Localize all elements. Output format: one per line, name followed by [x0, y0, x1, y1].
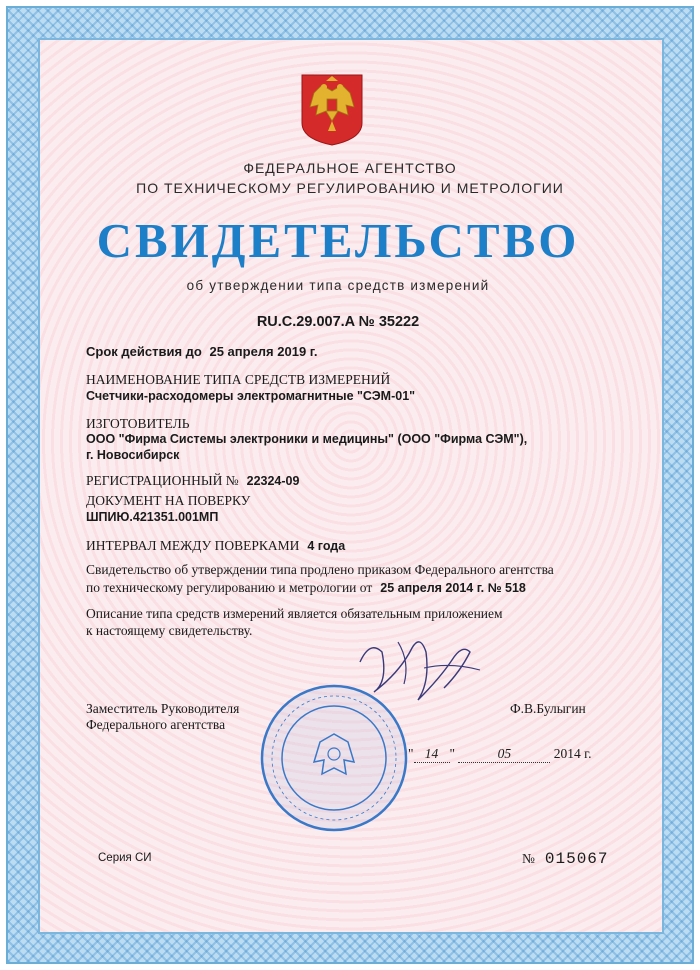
date-year: 2014 г.: [553, 746, 592, 761]
registration-number: 22324-09: [246, 474, 300, 488]
manufacturer-label: ИЗГОТОВИТЕЛЬ: [86, 416, 190, 431]
agency-line-1: ФЕДЕРАЛЬНОЕ АГЕНТСТВО: [243, 160, 457, 176]
date-open-quote: ": [408, 746, 414, 761]
extension-order: 25 апреля 2014 г. № 518: [380, 581, 526, 595]
document-subtitle: об утверждении типа средств измерений: [186, 278, 490, 293]
registration-label: РЕГИСТРАЦИОННЫЙ №: [86, 473, 239, 488]
date-month: 05: [458, 746, 550, 763]
instrument-label: НАИМЕНОВАНИЕ ТИПА СРЕДСТВ ИЗМЕРЕНИЙ: [86, 372, 391, 387]
date-close-quote: ": [449, 746, 456, 761]
serial-label: №: [522, 851, 535, 866]
russian-coat-of-arms-icon: [300, 73, 364, 147]
date-day: 14: [414, 746, 450, 763]
manufacturer-name: ООО "Фирма Системы электроники и медицины" (ООО "Фирма СЭМ"),: [86, 432, 528, 446]
signatory-name: Ф.В.Булыгин: [510, 701, 586, 716]
certificate-number: RU.C.29.007.A № 35222: [256, 314, 420, 330]
extension-line-1: Свидетельство об утверждении типа продлено приказом Федерального агентства: [86, 562, 554, 577]
agency-line-2: ПО ТЕХНИЧЕСКОМУ РЕГУЛИРОВАНИЮ И МЕТРОЛОГИИ: [136, 180, 564, 196]
manufacturer-city: г. Новосибирск: [86, 448, 180, 462]
interval-value: 4 года: [307, 539, 346, 553]
extension-text: по техническому регулированию и метрологии от: [86, 580, 373, 595]
description-line-1: Описание типа средств измерений является обязательным приложением: [86, 606, 503, 621]
date-row: [408, 746, 592, 763]
signatory-position-1: Заместитель Руководителя: [86, 701, 240, 716]
instrument-name: Счетчики-расходомеры электромагнитные "СЭМ-01": [86, 389, 416, 403]
verification-doc-label: ДОКУМЕНТ НА ПОВЕРКУ: [86, 493, 251, 508]
validity-date: 25 апреля 2019 г.: [209, 344, 318, 359]
verification-doc-code: ШПИЮ.421351.001МП: [86, 510, 219, 524]
extension-line-2: [86, 579, 526, 597]
validity-row: [86, 344, 318, 359]
series-label: Серия СИ: [98, 852, 152, 864]
interval-row: [86, 537, 345, 555]
official-seal-stamp: [258, 682, 410, 834]
interval-label: ИНТЕРВАЛ МЕЖДУ ПОВЕРКАМИ: [86, 538, 300, 553]
document-title: СВИДЕТЕЛЬСТВО: [96, 213, 580, 268]
signatory-position-2: Федерального агентства: [86, 717, 226, 732]
serial-row: [522, 850, 609, 868]
registration-row: [86, 472, 299, 490]
validity-label: Срок действия до: [86, 344, 202, 359]
description-line-2: к настоящему свидетельству.: [86, 623, 253, 638]
serial-number: 015067: [544, 850, 609, 868]
